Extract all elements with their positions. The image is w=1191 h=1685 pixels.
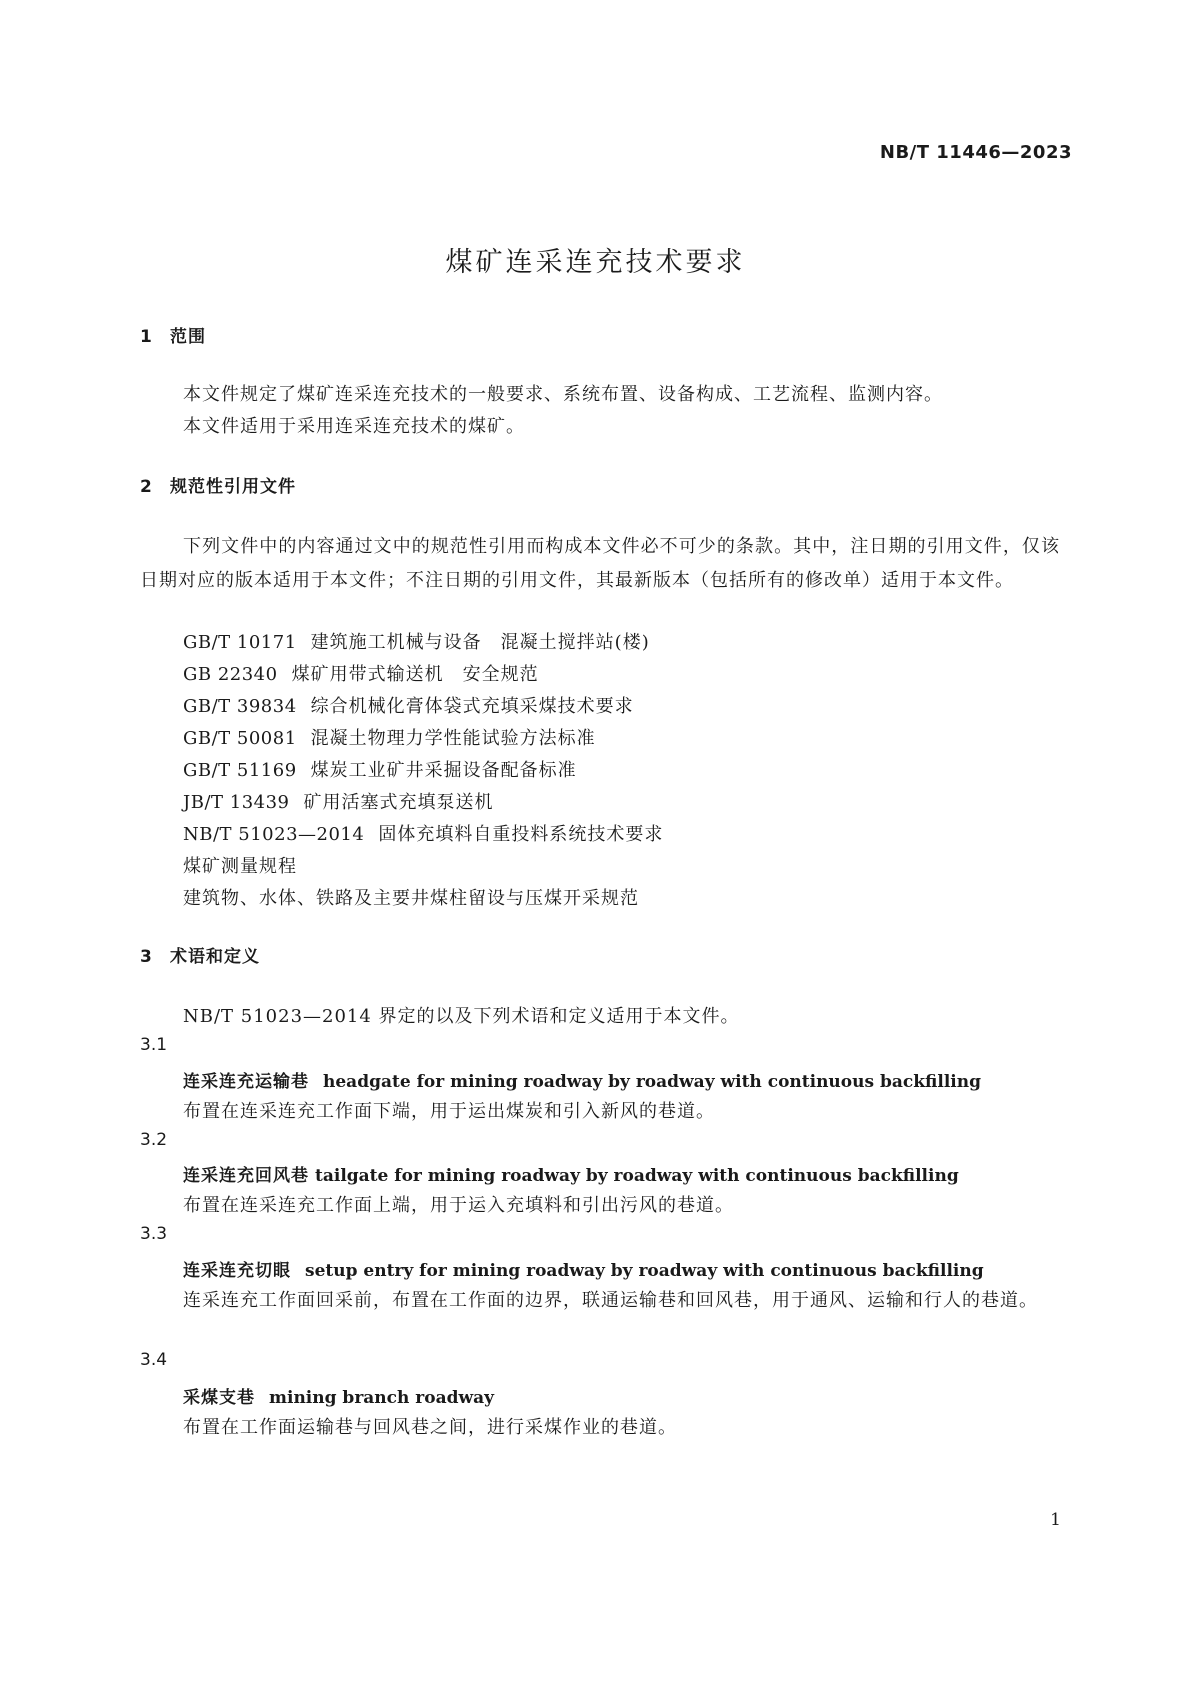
reference-line [183,660,539,686]
term-definition: 布置在工作面运输巷与回风巷之间，进行采煤作业的巷道。 [183,1417,677,1438]
reference-title: 建筑施工机械与设备 混凝土搅拌站(楼) [310,632,650,653]
term-chinese: 采煤支巷 [183,1388,255,1408]
term-definition: 布置在连采连充工作面上端，用于运入充填料和引出污风的巷道。 [183,1195,734,1216]
terms-intro-paragraph: NB/T 51023—2014 界定的以及下列术语和定义适用于本文件。 [183,1006,740,1027]
term-number: 3.3 [140,1224,168,1244]
standard-code: NB/T 11446—2023 [879,142,1072,163]
section-1-heading [140,322,206,347]
section-2-heading [140,472,296,497]
term-english: mining branch roadway [269,1388,495,1408]
section-3-heading [140,942,260,967]
reference-line [183,628,650,654]
section-number: 3 [140,947,153,967]
term-english: headgate for mining roadway by roadway with continuous backfilling [323,1072,981,1092]
reference-title-undated: 建筑物、水体、铁路及主要井煤柱留设与压煤开采规范 [183,888,639,909]
term-definition: 布置在连采连充工作面下端，用于运出煤炭和引入新风的巷道。 [183,1101,715,1122]
term-definition: 连采连充工作面回采前，布置在工作面的边界，联通运输巷和回风巷，用于通风、运输和行人的巷道。 [183,1290,1038,1311]
term-english: tailgate for mining roadway by roadway with continuous backfilling [315,1166,959,1186]
reference-title: 综合机械化膏体袋式充填采煤技术要求 [310,696,634,717]
term-chinese: 连采连充切眼 [183,1261,291,1281]
term-english: setup entry for mining roadway by roadway with continuous backfilling [305,1261,984,1281]
document-title: 煤矿连采连充技术要求 [445,247,746,278]
reference-title: 混凝土物理力学性能试验方法标准 [310,728,596,749]
reference-title: 矿用活塞式充填泵送机 [303,792,494,813]
reference-code: NB/T 51023—2014 [183,824,365,845]
term-heading [183,1256,984,1281]
section-number: 1 [140,327,153,347]
reference-title-undated: 煤矿测量规程 [183,856,297,877]
term-chinese: 连采连充运输巷 [183,1072,309,1092]
page-number: 1 [1050,1510,1061,1530]
term-heading [183,1161,959,1186]
section-title: 范围 [170,327,206,347]
reference-line [183,788,494,814]
reference-line [183,692,634,718]
term-number: 3.2 [140,1130,168,1150]
reference-line [183,756,577,782]
term-heading [183,1067,981,1092]
section-number: 2 [140,477,153,497]
term-chinese: 连采连充回风巷 [183,1166,309,1186]
reference-code: GB 22340 [183,664,278,685]
normative-intro-paragraph: 下列文件中的内容通过文中的规范性引用而构成本文件必不可少的条款。其中，注日期的引用文件，仅该日期对应的版本适用于本文件；不注日期的引用文件，其最新版本（包括所有的修改单）适用于本文件。 [140,536,1060,591]
reference-title: 煤炭工业矿井采掘设备配备标准 [310,760,577,781]
reference-title: 煤矿用带式输送机 安全规范 [291,664,539,685]
reference-line [183,724,596,750]
term-number: 3.1 [140,1035,168,1055]
term-number: 3.4 [140,1350,168,1370]
reference-line [183,820,663,846]
scope-paragraph-1: 本文件规定了煤矿连采连充技术的一般要求、系统布置、设备构成、工艺流程、监测内容。 [183,384,943,405]
reference-title: 固体充填料自重投料系统技术要求 [378,824,664,845]
reference-code: GB/T 50081 [183,728,297,749]
section-title: 规范性引用文件 [170,477,296,497]
term-heading [183,1383,494,1408]
reference-code: GB/T 51169 [183,760,297,781]
reference-code: GB/T 10171 [183,632,297,653]
section-title: 术语和定义 [170,947,260,967]
reference-code: GB/T 39834 [183,696,297,717]
reference-code: JB/T 13439 [183,792,290,813]
scope-paragraph-2: 本文件适用于采用连采连充技术的煤矿。 [183,416,525,437]
